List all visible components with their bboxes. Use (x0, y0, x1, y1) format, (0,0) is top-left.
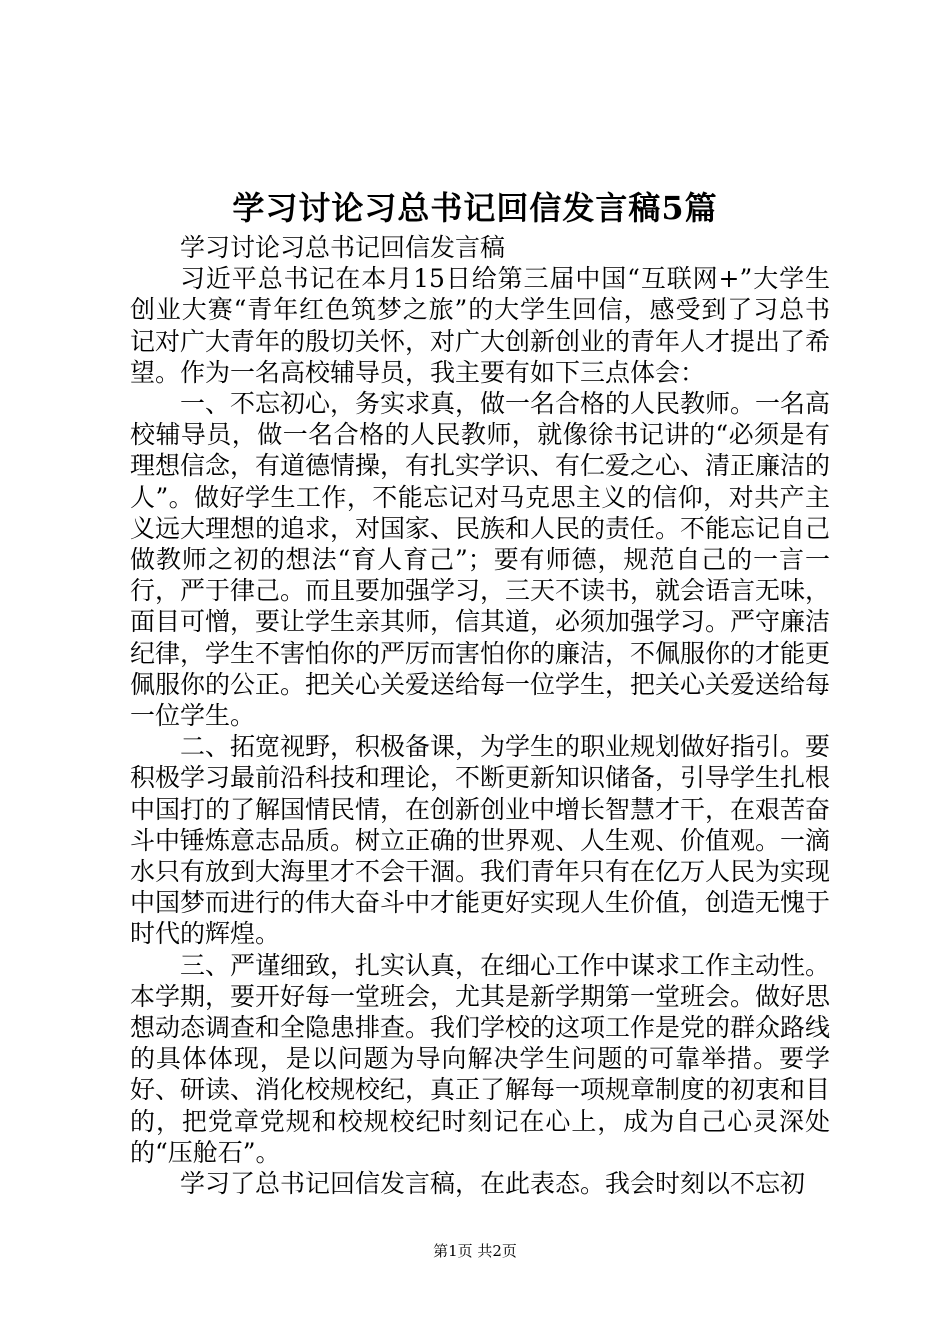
page-number-footer: 第1页 共2页 (433, 1242, 517, 1260)
paragraph-closing: 学习了总书记回信发言稿，在此表态。我会时刻以不忘初 (180, 1169, 806, 1199)
document-title: 学习讨论习总书记回信发言稿5篇 (232, 189, 718, 227)
paragraph-point-three: 三、严谨细致，扎实认真，在细心工作中谋求工作主动性。本学期，要开好每一堂班会，尤其是新学期第一堂班会。做好思想动态调查和全隐患排查。我们学校的这项工作是党的群众路线的具体体现，是以问题为导向解决学生问题的可靠举措。要学好、研读、消化校规校纪，真正了解每一项规章制度的初衷和目的，把党章党规和校规校纪时刻记在心上，成为自己心灵深处的“压舱石”。 (130, 950, 831, 1167)
document-body (130, 232, 830, 1199)
paragraph-point-two: 二、拓宽视野，积极备课，为学生的职业规划做好指引。要积极学习最前沿科技和理论，不断更新知识储备，引导学生扎根中国打的了解国情民情，在创新创业中增长智慧才干，在艰苦奋斗中锤炼意志品质。树立正确的世界观、人生观、价值观。一滴水只有放到大海里才不会干涸。我们青年只有在亿万人民为实现中国梦而进行的伟大奋斗中才能更好实现人生价值，创造无愧于时代的辉煌。 (130, 732, 831, 949)
paragraph-point-one: 一、不忘初心，务实求真，做一名合格的人民教师。一名高校辅导员，做一名合格的人民教师，就像徐书记讲的“必须是有理想信念，有道德情操，有扎实学识、有仁爱之心、清正廉洁的人”。做好学生工作，不能忘记对马克思主义的信仰，对共产主义远大理想的追求，对国家、民族和人民的责任。不能忘记自己做教师之初的想法“育人育己”；要有师德，规范自己的一言一行，严于律己。而且要加强学习，三天不读书，就会语言无味，面目可憎，要让学生亲其师，信其道，必须加强学习。严守廉洁纪律，学生不害怕你的严厉而害怕你的廉洁，不佩服你的才能更佩服你的公正。把关心关爱送给每一位学生，把关心关爱送给每一位学生。 (130, 389, 831, 731)
paragraph-subtitle: 学习讨论习总书记回信发言稿 (180, 233, 506, 262)
paragraph-intro: 习近平总书记在本月15日给第三届中国“互联网+”大学生创业大赛“青年红色筑梦之旅”的大学生回信，感受到了习总书记对广大青年的殷切关怀，对广大创新创业的青年人才提出了希望。作为一名高校辅导员，我主要有如下三点体会： (130, 264, 831, 387)
